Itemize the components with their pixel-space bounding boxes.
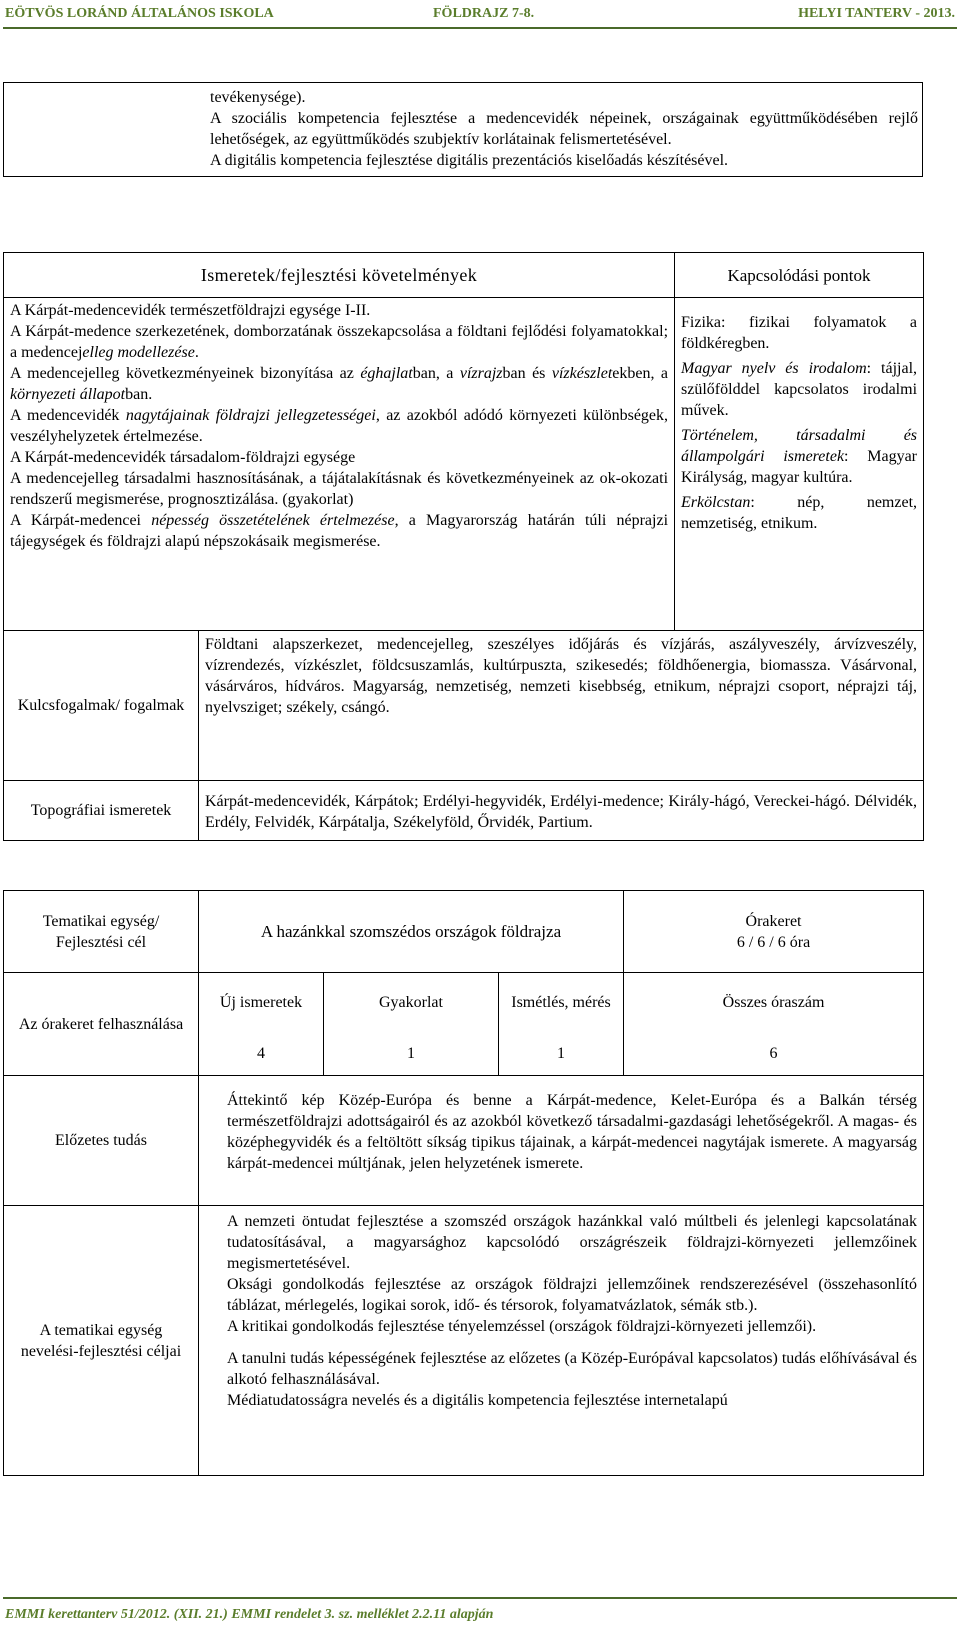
prior-knowledge-label: Előzetes tudás: [4, 1076, 199, 1206]
topography-text: Kárpát-medencevidék, Kárpátok; Erdélyi-hegyvidék, Erdélyi-medence; Király-hágó, Vereckei-hágó. Délvidék, Erdély, Felvidék, Kárpátalja, Székelyföld, Őrvidék, Partium.: [205, 793, 918, 831]
link-item: Magyar nyelv és irodalom: tájjal, szülőfölddel kapcsolatos irodalmi művek.: [681, 360, 918, 419]
requirements-cell: [4, 298, 675, 631]
links-header: Kapcsolódási pontok: [675, 253, 924, 298]
page-footer: [3, 1597, 957, 1629]
links-cell: [675, 298, 924, 631]
link-item: Fizika: fizikai folyamatok a földkéregben.: [681, 314, 918, 352]
req-line: A Kárpát-medencevidék természetföldrajzi egysége I-II.: [10, 302, 371, 319]
top-box-table: [3, 82, 923, 177]
hours-value: 6 / 6 / 6 óra: [736, 933, 811, 951]
keywords-cell: [199, 631, 924, 781]
footer-text: EMMI kerettanterv 51/2012. (XII. 21.) EMMI rendelet 3. sz. melléklet 2.2.11 alapján: [5, 1607, 494, 1622]
goal-item: Oksági gondolkodás fejlesztése az országok földrajzi jellemzőinek rendszerezésével (összehasonlító táblázat, mérlegelés, logikai sorok, idő- és térsorok, folyamatvázlatok, sémák stb.).: [227, 1276, 918, 1314]
req-line: A Kárpát-medencevidék társadalom-földrajzi egysége: [10, 449, 356, 466]
keywords-text: Földtani alapszerkezet, medencejelleg, szeszélyes időjárás és vízjárás, aszályveszély, árvízveszély, vízrendezés, vízkészlet, földcsuszamlás, kultúrpuszta, szikesedés; földhőenergia, biomassza. Vásárvonal, vásárváros, hídváros. Magyarság, nemzetiség, nemzeti kisebbség, etnikum, néprajzi csoport, néprajzi táj, nyelvsziget; székely, csángó.: [205, 636, 918, 716]
top-box-cell: [4, 83, 923, 177]
goal-item: A kritikai gondolkodás fejlesztése tényelemzéssel (országok földrajzi-környezeti jellemzői).: [227, 1318, 817, 1335]
curriculum-name: HELYI TANTERV - 2013.: [798, 6, 955, 21]
goals-label: A tematikai egység nevelési-fejlesztési céljai: [4, 1206, 199, 1476]
req-line: A medencejelleg következményeinek bizonyítása az éghajlatban, a vízrajzban és vízkészletekben, a környezeti állapotban.: [10, 365, 669, 403]
link-item: Erkölcstan: nép, nemzet, nemzetiség, etnikum.: [681, 494, 918, 532]
top-box-line: A digitális kompetencia fejlesztése digitális prezentációs kiselőadás készítésével.: [210, 152, 729, 169]
unit-title: A hazánkkal szomszédos országok földrajza: [199, 891, 624, 973]
top-box-line: A szociális kompetencia fejlesztése a medencevidék népeinek, országainak együttműködésében rejlő lehetőségek, az együttműködés szubjektív korlátainak felismertetésével.: [210, 110, 918, 148]
topography-label: Topográfiai ismeretek: [4, 781, 199, 841]
col-value: 4: [199, 1033, 324, 1076]
col-value: 6: [624, 1033, 924, 1076]
col-header: Ismétlés, mérés: [499, 973, 624, 1033]
unit-label: Tematikai egység/ Fejlesztési cél: [4, 891, 199, 973]
req-line: A medencejelleg társadalmi hasznosításának, a tájátalakításnak és következményeinek az ok-okozati rendszerű megismerése, prognosztizálása. (gyakorlat): [10, 470, 669, 508]
school-name: EÖTVÖS LORÁND ÁLTALÁNOS ISKOLA: [5, 6, 274, 21]
top-box-line: tevékenysége).: [210, 89, 306, 106]
prior-knowledge-text: Áttekintő kép Közép-Európa és benne a Kárpát-medence, Kelet-Európa és a Balkán térség természetföldrajzi adottságairól és az azokból következő társadalmi-gazdasági lehetőségekről. A magas- és középhegyvidék és a feltöltött síkság tipikus tájainak, a kárpát-medencei nagytájak ismerete. A magyarság kárpát-medencei múltjának, jelen helyzetének ismerete.: [227, 1092, 918, 1172]
col-header: Összes óraszám: [624, 973, 924, 1033]
goals-cell: [199, 1206, 924, 1476]
goal-item: A nemzeti öntudat fejlesztése a szomszéd országok hazánkkal való múltbeli és jelenlegi kapcsolatának tudatosításával, a magyarsághoz kapcsolódó országrészeik földrajzi-környezeti jellemzőinek megismertetésével.: [227, 1213, 918, 1272]
requirements-header: Ismeretek/fejlesztési követelmények: [4, 253, 675, 298]
col-value: 1: [499, 1033, 624, 1076]
req-line: A Kárpát-medence szerkezetének, domborzatának összekapcsolása a földtani fejlődési folyamatokkal; a medencejelleg modellezése.: [10, 323, 669, 361]
subject-name: FÖLDRAJZ 7-8.: [433, 6, 535, 21]
requirements-table: [3, 252, 924, 841]
req-line: A Kárpát-medencei népesség összetételének értelmezése, a Magyarország határán túli néprajzi tájegységek és földrajzi alapú népszokásaik megismerése.: [10, 512, 669, 550]
req-line: A medencevidék nagytájainak földrajzi jellegzetességei, az azokból adódó környezeti különbségek, veszélyhelyzetek értelmezése.: [10, 407, 669, 445]
goal-item: Médiatudatosságra nevelés és a digitális kompetencia fejlesztése internetalapú: [227, 1392, 728, 1409]
col-value: 1: [324, 1033, 499, 1076]
usage-label: Az órakeret felhasználása: [4, 973, 199, 1076]
col-header: Gyakorlat: [324, 973, 499, 1033]
col-header: Új ismeretek: [199, 973, 324, 1033]
goal-item: A tanulni tudás képességének fejlesztése az előzetes (a Közép-Európával kapcsolatos) tudás előhívásával és alkotó felhasználásával.: [227, 1350, 918, 1388]
link-item: Történelem, társadalmi és állampolgári ismeretek: Magyar Királyság, magyar kultúra.: [681, 427, 918, 486]
prior-knowledge-cell: [199, 1076, 924, 1206]
page-header: [3, 3, 957, 29]
keywords-label: Kulcsfogalmak/ fogalmak: [4, 631, 199, 781]
topography-cell: [199, 781, 924, 841]
hours-label: Órakeret: [745, 912, 802, 930]
unit-table: [3, 890, 924, 1476]
hours-cell: [624, 891, 924, 973]
